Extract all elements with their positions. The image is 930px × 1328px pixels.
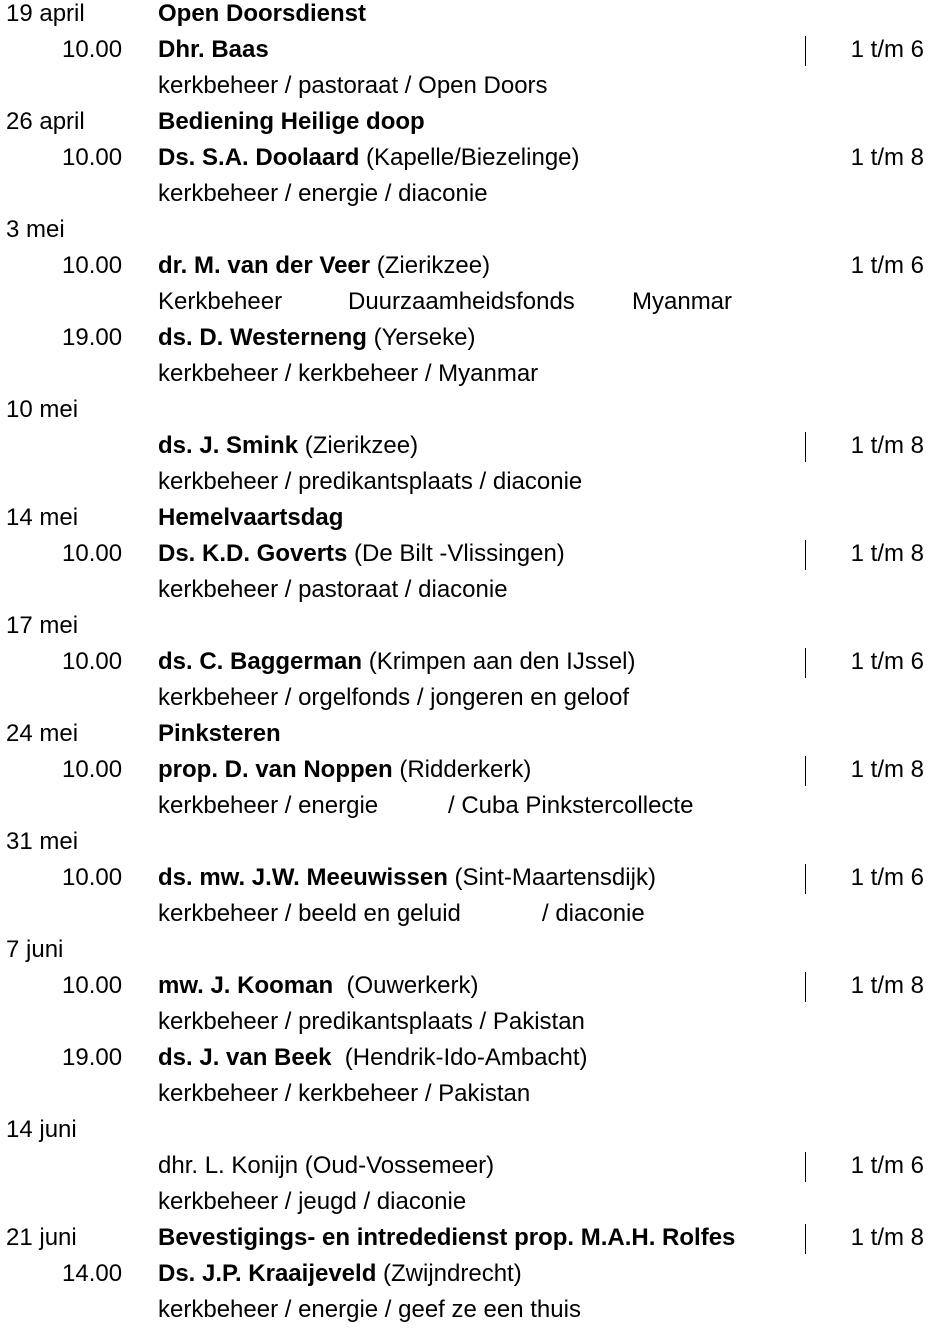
- service-details: [158, 860, 656, 896]
- schedule-row: [0, 500, 930, 536]
- schedule-row: [0, 932, 930, 968]
- preacher-place: (Zierikzee): [298, 432, 419, 459]
- preacher-place: (Krimpen aan den IJssel): [362, 648, 636, 675]
- psalm-range: 1 t/m 6: [850, 36, 924, 63]
- psalm-range: 1 t/m 8: [850, 756, 924, 783]
- service-details: [158, 176, 488, 212]
- schedule-row: [0, 248, 930, 284]
- service-details: [158, 320, 475, 356]
- service-date: 14 mei: [6, 504, 79, 531]
- schedule-row: [0, 644, 930, 680]
- preacher-name: Ds. J.P. Kraaijeveld: [158, 1260, 377, 1287]
- preacher-place: (Kapelle/Biezelinge): [359, 144, 580, 171]
- schedule-row: [0, 1040, 930, 1076]
- collection-purposes: kerkbeheer / pastoraat / Open Doors: [158, 72, 548, 99]
- psalm-range: 1 t/m 8: [850, 972, 924, 999]
- preacher-name: ds. C. Baggerman: [158, 648, 363, 675]
- service-title: Bevestigings- en intrededienst prop. M.A.H. Rolfes: [158, 1224, 736, 1251]
- service-details: [158, 32, 269, 68]
- collection-purposes: kerkbeheer / jeugd / diaconie: [158, 1188, 467, 1215]
- schedule-row: [0, 176, 930, 212]
- schedule-row: [0, 824, 930, 860]
- schedule-row: [0, 0, 930, 32]
- schedule-row: [0, 356, 930, 392]
- preacher-name: ds. J. van Beek: [158, 1044, 332, 1071]
- service-date: 17 mei: [6, 612, 79, 639]
- preacher-place: (Yerseke): [366, 324, 476, 351]
- collection-purpose: / Cuba Pinkstercollecte: [448, 792, 694, 819]
- collection-purpose: Kerkbeheer: [158, 288, 283, 315]
- service-title: Pinksteren: [158, 720, 281, 747]
- service-details: [158, 68, 548, 104]
- service-time: 10.00: [62, 252, 123, 279]
- collection-purpose: kerkbeheer / beeld en geluid: [158, 900, 461, 927]
- service-details: [158, 464, 582, 500]
- schedule-row: [0, 428, 930, 464]
- service-date: 31 mei: [6, 828, 79, 855]
- collection-purposes: kerkbeheer / kerkbeheer / Pakistan: [158, 1080, 531, 1107]
- schedule-row: [0, 896, 930, 932]
- collection-purposes: kerkbeheer / pastoraat / diaconie: [158, 576, 508, 603]
- service-time: 10.00: [62, 36, 123, 63]
- service-time: 10.00: [62, 144, 123, 171]
- service-details: [158, 1040, 588, 1076]
- psalm-range: 1 t/m 8: [850, 540, 924, 567]
- service-details: [158, 716, 281, 752]
- column-divider: [805, 972, 806, 1002]
- service-time: 10.00: [62, 972, 123, 999]
- psalm-range: 1 t/m 6: [850, 648, 924, 675]
- schedule-row: [0, 1076, 930, 1112]
- service-details: [158, 968, 479, 1004]
- service-details: [158, 500, 343, 536]
- schedule-row: [0, 1148, 930, 1184]
- schedule-row: [0, 680, 930, 716]
- service-details: [158, 1184, 466, 1220]
- service-details: [158, 1076, 530, 1112]
- schedule-row: [0, 464, 930, 500]
- collection-purpose: / diaconie: [542, 900, 645, 927]
- service-details: [158, 644, 636, 680]
- schedule-row: [0, 608, 930, 644]
- schedule-row: [0, 1220, 930, 1256]
- preacher-place: (Ridderkerk): [392, 756, 532, 783]
- schedule-row: [0, 32, 930, 68]
- schedule-row: [0, 284, 930, 320]
- service-time: 14.00: [62, 1260, 123, 1287]
- service-date: 21 juni: [6, 1224, 77, 1251]
- preacher-name: prop. D. van Noppen: [158, 756, 393, 783]
- schedule-row: [0, 140, 930, 176]
- schedule-row: [0, 212, 930, 248]
- service-details: [158, 752, 531, 788]
- service-title: Open Doorsdienst: [158, 0, 367, 27]
- service-details: [158, 1220, 735, 1256]
- preacher-place: (De Bilt -Vlissingen): [347, 540, 565, 567]
- psalm-range: 1 t/m 6: [850, 1152, 924, 1179]
- preacher-name: ds. mw. J.W. Meeuwissen: [158, 864, 448, 891]
- service-date: 14 juni: [6, 1116, 77, 1143]
- column-divider: [805, 1152, 806, 1182]
- schedule-row: [0, 752, 930, 788]
- schedule-row: [0, 536, 930, 572]
- schedule-row: [0, 572, 930, 608]
- preacher-name: Ds. K.D. Goverts: [158, 540, 348, 567]
- preacher-name: Dhr. Baas: [158, 36, 269, 63]
- column-divider: [805, 540, 806, 570]
- service-details: [158, 1292, 581, 1328]
- column-divider: [805, 864, 806, 894]
- schedule-row: [0, 1184, 930, 1220]
- preacher-place: (Hendrik-Ido-Ambacht): [331, 1044, 588, 1071]
- schedule-row: [0, 320, 930, 356]
- service-title: Bediening Heilige doop: [158, 108, 425, 135]
- service-date: 3 mei: [6, 216, 65, 243]
- service-date: 26 april: [6, 108, 85, 135]
- service-date: 24 mei: [6, 720, 79, 747]
- psalm-range: 1 t/m 8: [850, 1224, 924, 1251]
- service-date: 10 mei: [6, 396, 79, 423]
- schedule-row: [0, 104, 930, 140]
- preacher-name: ds. D. Westerneng: [158, 324, 367, 351]
- psalm-range: 1 t/m 6: [850, 864, 924, 891]
- collection-purpose: Duurzaamheidsfonds: [348, 288, 575, 315]
- schedule-row: [0, 716, 930, 752]
- service-time: 10.00: [62, 864, 123, 891]
- service-details: [158, 1148, 494, 1184]
- collection-purposes: kerkbeheer / energie / geef ze een thuis: [158, 1296, 581, 1323]
- collection-purposes: kerkbeheer / predikantsplaats / Pakistan: [158, 1008, 585, 1035]
- schedule-row: [0, 860, 930, 896]
- service-time: 10.00: [62, 540, 123, 567]
- service-details: [158, 0, 366, 32]
- service-time: 19.00: [62, 1044, 123, 1071]
- column-divider: [805, 756, 806, 786]
- preacher-name: ds. J. Smink: [158, 432, 299, 459]
- preacher-place: (Zierikzee): [370, 252, 491, 279]
- service-details: [158, 536, 565, 572]
- service-details: [158, 572, 508, 608]
- service-details: [158, 1256, 522, 1292]
- preacher-place: (Sint-Maartensdijk): [447, 864, 656, 891]
- schedule-row: [0, 68, 930, 104]
- service-time: 10.00: [62, 648, 123, 675]
- preacher-name: Ds. S.A. Doolaard: [158, 144, 360, 171]
- column-divider: [805, 432, 806, 462]
- collection-purpose: kerkbeheer / energie: [158, 792, 379, 819]
- psalm-range: 1 t/m 8: [850, 432, 924, 459]
- preacher-name: dr. M. van der Veer: [158, 252, 371, 279]
- schedule-row: [0, 1256, 930, 1292]
- schedule-row: [0, 1004, 930, 1040]
- service-details: [158, 356, 538, 392]
- column-divider: [805, 648, 806, 678]
- service-details: [158, 140, 580, 176]
- service-date: 7 juni: [6, 936, 64, 963]
- schedule-row: [0, 1112, 930, 1148]
- schedule-row: [0, 392, 930, 428]
- service-date: 19 april: [6, 0, 85, 27]
- preacher-place: dhr. L. Konijn (Oud-Vossemeer): [158, 1152, 495, 1179]
- service-time: 19.00: [62, 324, 123, 351]
- service-details: [158, 428, 418, 464]
- psalm-range: 1 t/m 6: [850, 252, 924, 279]
- service-details: [158, 680, 629, 716]
- schedule-row: [0, 788, 930, 824]
- collection-purposes: kerkbeheer / orgelfonds / jongeren en geloof: [158, 684, 629, 711]
- service-details: [158, 1004, 585, 1040]
- collection-purposes: kerkbeheer / energie / diaconie: [158, 180, 488, 207]
- service-details: [158, 104, 425, 140]
- service-details: [158, 248, 490, 284]
- collection-purposes: kerkbeheer / predikantsplaats / diaconie: [158, 468, 583, 495]
- collection-purposes: kerkbeheer / kerkbeheer / Myanmar: [158, 360, 539, 387]
- preacher-place: (Ouwerkerk): [333, 972, 479, 999]
- psalm-range: 1 t/m 8: [850, 144, 924, 171]
- schedule-row: [0, 1292, 930, 1328]
- schedule-row: [0, 968, 930, 1004]
- collection-purpose: Myanmar: [632, 288, 733, 315]
- column-divider: [805, 1224, 806, 1254]
- preacher-place: (Zwijndrecht): [376, 1260, 522, 1287]
- preacher-name: mw. J. Kooman: [158, 972, 334, 999]
- column-divider: [805, 36, 806, 66]
- service-time: 10.00: [62, 756, 123, 783]
- service-title: Hemelvaartsdag: [158, 504, 344, 531]
